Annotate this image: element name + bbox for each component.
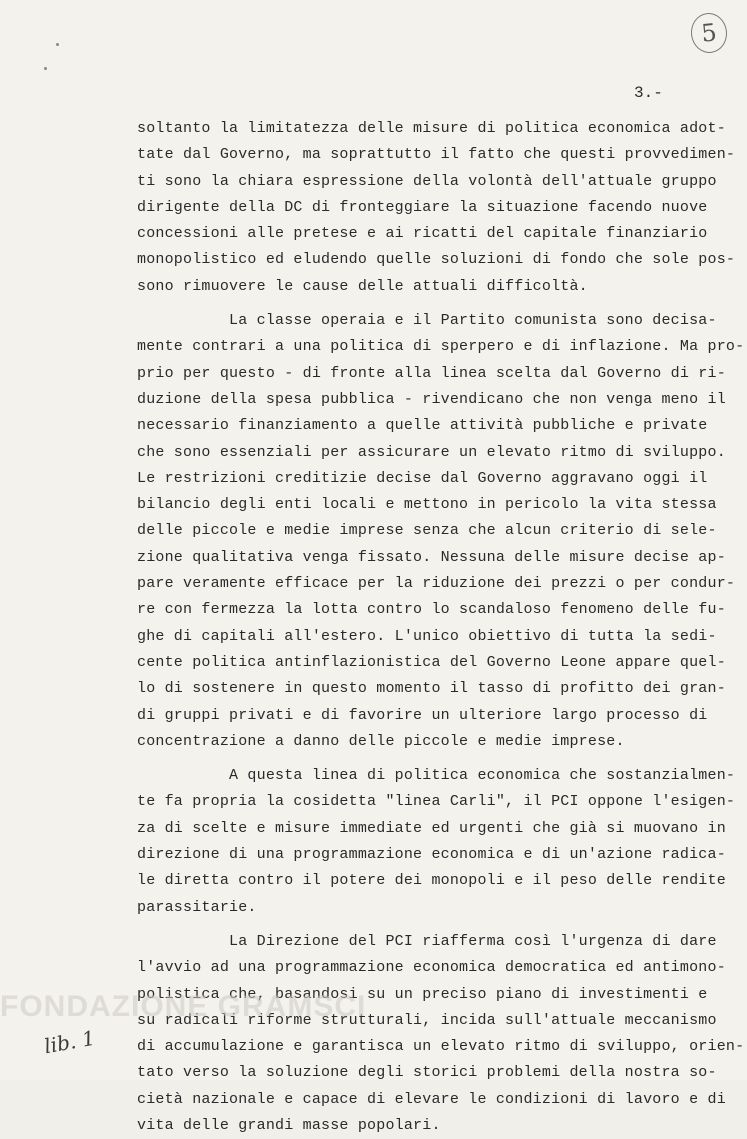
text-line: vita delle grandi masse popolari. xyxy=(137,1116,441,1134)
text-line: re con fermezza la lotta contro lo scandaloso fenomeno delle fu- xyxy=(137,601,726,619)
typed-page-number: 3.- xyxy=(634,84,663,102)
text-line: delle piccole e medie imprese senza che alcun criterio di sele- xyxy=(137,522,717,540)
text-line: La classe operaia e il Partito comunista sono decisa- xyxy=(137,312,717,330)
ink-speck xyxy=(56,43,59,46)
text-line: di accumulazione e garantisca un elevato ritmo di sviluppo, orien- xyxy=(137,1038,745,1056)
paragraph xyxy=(137,308,745,755)
archive-page-number-stamp xyxy=(689,11,729,55)
text-line: di gruppi privati e di favorire un ulteriore largo processo di xyxy=(137,706,708,724)
text-line: ghe di capitali all'estero. L'unico obiettivo di tutta la sedi- xyxy=(137,627,717,645)
paragraph-gap xyxy=(137,300,737,308)
paragraph-gap xyxy=(137,755,737,763)
archive-page-number: 5 xyxy=(699,18,719,48)
text-line: soltanto la limitatezza delle misure di politica economica adot- xyxy=(137,120,726,137)
text-line: l'avvio ad una programmazione economica democratica ed antimono- xyxy=(137,959,726,977)
text-line: pare veramente efficace per la riduzione dei prezzi o per condur- xyxy=(137,575,736,593)
text-line: lo di sostenere in questo momento il tasso di profitto dei gran- xyxy=(137,680,726,698)
text-line: concentrazione a danno delle piccole e medie imprese. xyxy=(137,732,625,750)
ink-speck xyxy=(44,67,47,70)
handwritten-note: lib. 1 xyxy=(42,1025,97,1059)
paragraph xyxy=(137,929,745,1139)
text-line: necessario finanziamento a quelle attività pubbliche e private xyxy=(137,417,708,435)
text-line: tate dal Governo, ma soprattutto il fatto che questi provvedimen- xyxy=(137,146,736,164)
text-line: parassitarie. xyxy=(137,898,257,916)
text-line: te fa propria la cosidetta "linea Carli", il PCI oppone l'esigen- xyxy=(137,793,736,811)
text-line: cietà nazionale e capace di elevare le condizioni di lavoro e di xyxy=(137,1090,726,1108)
text-line: che sono essenziali per assicurare un elevato ritmo di sviluppo. xyxy=(137,443,726,461)
paragraph xyxy=(137,763,737,921)
paragraph xyxy=(137,116,737,300)
text-line: cente politica antinflazionistica del Governo Leone appare quel- xyxy=(137,653,726,671)
text-line: le diretta contro il potere dei monopoli e il peso delle rendite xyxy=(137,872,726,890)
text-line: La Direzione del PCI riafferma così l'urgenza di dare xyxy=(137,932,717,950)
archive-watermark: FONDAZIONE GRAMSCI xyxy=(0,990,367,1023)
text-line: bilancio degli enti locali e mettono in pericolo la vita stessa xyxy=(137,496,717,514)
paragraph-gap xyxy=(137,921,737,929)
text-line: polistica che, basandosi su un preciso piano di investimenti e xyxy=(137,985,708,1003)
text-line: dirigente della DC di fronteggiare la situazione facendo nuove xyxy=(137,198,708,216)
typed-body-text xyxy=(137,116,745,1139)
text-line: ti sono la chiara espressione della volontà dell'attuale gruppo xyxy=(137,172,717,190)
text-line: monopolistico ed eludendo quelle soluzioni di fondo che sole pos- xyxy=(137,251,736,269)
text-line: mente contrari a una politica di sperpero e di inflazione. Ma pro- xyxy=(137,338,745,356)
text-line: zione qualitativa venga fissato. Nessuna delle misure decise ap- xyxy=(137,548,726,566)
text-line: prio per questo - di fronte alla linea scelta dal Governo di ri- xyxy=(137,364,726,382)
text-line: za di scelte e misure immediate ed urgenti che già si muovano in xyxy=(137,819,726,837)
text-line: A questa linea di politica economica che sostanzialmen- xyxy=(137,767,736,785)
text-line: su radicali riforme strutturali, incida sull'attuale meccanismo xyxy=(137,1011,717,1029)
text-line: duzione della spesa pubblica - rivendicano che non venga meno il xyxy=(137,390,726,408)
text-line: sono rimuovere le cause delle attuali difficoltà. xyxy=(137,277,588,295)
text-line: tato verso la soluzione degli storici problemi della nostra so- xyxy=(137,1064,717,1082)
text-line: Le restrizioni creditizie decise dal Governo aggravano oggi il xyxy=(137,469,708,487)
text-line: concessioni alle pretese e ai ricatti del capitale finanziario xyxy=(137,225,708,243)
text-line: direzione di una programmazione economica e di un'azione radica- xyxy=(137,846,726,864)
